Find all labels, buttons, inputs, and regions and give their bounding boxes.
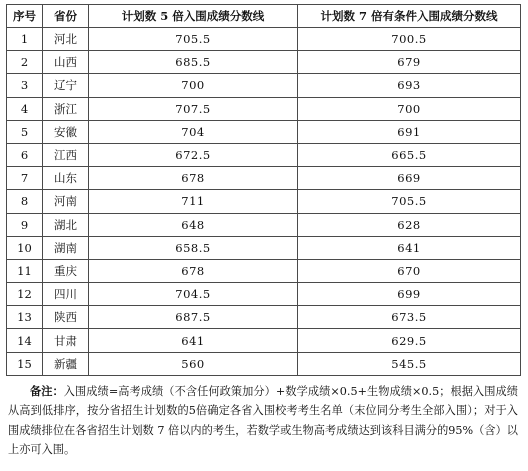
table-row: [7, 190, 521, 213]
cell-7x-cutoff: 679: [298, 51, 521, 74]
cell-5x-cutoff: 705.5: [89, 28, 298, 51]
cell-7x-cutoff: 699: [298, 283, 521, 306]
cell-province: 山东: [43, 167, 89, 190]
footnote-label: 备注：: [30, 383, 64, 398]
table-row: [7, 213, 521, 236]
cell-province: 河南: [43, 190, 89, 213]
cell-serial-number: 9: [7, 213, 43, 236]
cell-serial-number: 10: [7, 236, 43, 259]
cell-5x-cutoff: 672.5: [89, 143, 298, 166]
header-province: 省份: [43, 5, 89, 28]
cell-province: 甘肃: [43, 329, 89, 352]
cell-province: 浙江: [43, 97, 89, 120]
cell-serial-number: 6: [7, 143, 43, 166]
cell-7x-cutoff: 545.5: [298, 352, 521, 375]
cell-province: 山西: [43, 51, 89, 74]
table-row: [7, 259, 521, 282]
cell-5x-cutoff: 648: [89, 213, 298, 236]
cutoff-score-table: [6, 4, 521, 376]
cell-7x-cutoff: 673.5: [298, 306, 521, 329]
cell-serial-number: 8: [7, 190, 43, 213]
cell-serial-number: 13: [7, 306, 43, 329]
table-row: [7, 352, 521, 375]
cell-5x-cutoff: 678: [89, 167, 298, 190]
cell-5x-cutoff: 711: [89, 190, 298, 213]
cell-7x-cutoff: 700: [298, 97, 521, 120]
cell-province: 重庆: [43, 259, 89, 282]
cell-7x-cutoff: 629.5: [298, 329, 521, 352]
table-body: [7, 28, 521, 376]
cell-serial-number: 7: [7, 167, 43, 190]
cell-5x-cutoff: 658.5: [89, 236, 298, 259]
cell-province: 河北: [43, 28, 89, 51]
cell-5x-cutoff: 707.5: [89, 97, 298, 120]
cell-serial-number: 11: [7, 259, 43, 282]
cell-province: 江西: [43, 143, 89, 166]
cell-serial-number: 12: [7, 283, 43, 306]
cell-province: 陕西: [43, 306, 89, 329]
cell-serial-number: 15: [7, 352, 43, 375]
footnote: [6, 382, 520, 460]
table-row: [7, 283, 521, 306]
cell-7x-cutoff: 665.5: [298, 143, 521, 166]
table-row: [7, 306, 521, 329]
table-row: [7, 143, 521, 166]
cell-5x-cutoff: 704.5: [89, 283, 298, 306]
cell-serial-number: 4: [7, 97, 43, 120]
table-row: [7, 97, 521, 120]
header-7x-cutoff: 计划数 7 倍有条件入围成绩分数线: [298, 5, 521, 28]
cell-5x-cutoff: 560: [89, 352, 298, 375]
cell-province: 四川: [43, 283, 89, 306]
cell-province: 辽宁: [43, 74, 89, 97]
footnote-text: 入围成绩=高考成绩（不含任何政策加分）+数学成绩×0.5+生物成绩×0.5；根据入围成绩从高到低排序，按分省招生计划数的5倍确定各省入围校考考生名单（末位同分考生全部入围）；对于入围成绩排位在各省招生计划数 7 倍以内的考生，若数学或生物高考成绩达到该科目满分的95%（含）以上亦可入围。: [8, 384, 518, 457]
score-document: [6, 4, 520, 471]
cell-serial-number: 14: [7, 329, 43, 352]
cell-5x-cutoff: 641: [89, 329, 298, 352]
header-5x-cutoff: 计划数 5 倍入围成绩分数线: [89, 5, 298, 28]
cell-province: 安徽: [43, 120, 89, 143]
cell-5x-cutoff: 678: [89, 259, 298, 282]
cell-7x-cutoff: 641: [298, 236, 521, 259]
header-serial-number: 序号: [7, 5, 43, 28]
table-row: [7, 51, 521, 74]
cell-7x-cutoff: 669: [298, 167, 521, 190]
table-row: [7, 236, 521, 259]
cell-5x-cutoff: 687.5: [89, 306, 298, 329]
table-row: [7, 74, 521, 97]
cell-7x-cutoff: 700.5: [298, 28, 521, 51]
cell-5x-cutoff: 704: [89, 120, 298, 143]
cell-7x-cutoff: 691: [298, 120, 521, 143]
table-row: [7, 28, 521, 51]
cell-5x-cutoff: 685.5: [89, 51, 298, 74]
cell-5x-cutoff: 700: [89, 74, 298, 97]
cell-province: 湖北: [43, 213, 89, 236]
cell-7x-cutoff: 670: [298, 259, 521, 282]
cell-7x-cutoff: 705.5: [298, 190, 521, 213]
cell-province: 湖南: [43, 236, 89, 259]
cell-serial-number: 3: [7, 74, 43, 97]
cell-7x-cutoff: 693: [298, 74, 521, 97]
table-row: [7, 167, 521, 190]
table-row: [7, 120, 521, 143]
table-header-row: [7, 5, 521, 28]
cell-serial-number: 5: [7, 120, 43, 143]
cell-province: 新疆: [43, 352, 89, 375]
table-row: [7, 329, 521, 352]
cell-7x-cutoff: 628: [298, 213, 521, 236]
cell-serial-number: 2: [7, 51, 43, 74]
cell-serial-number: 1: [7, 28, 43, 51]
